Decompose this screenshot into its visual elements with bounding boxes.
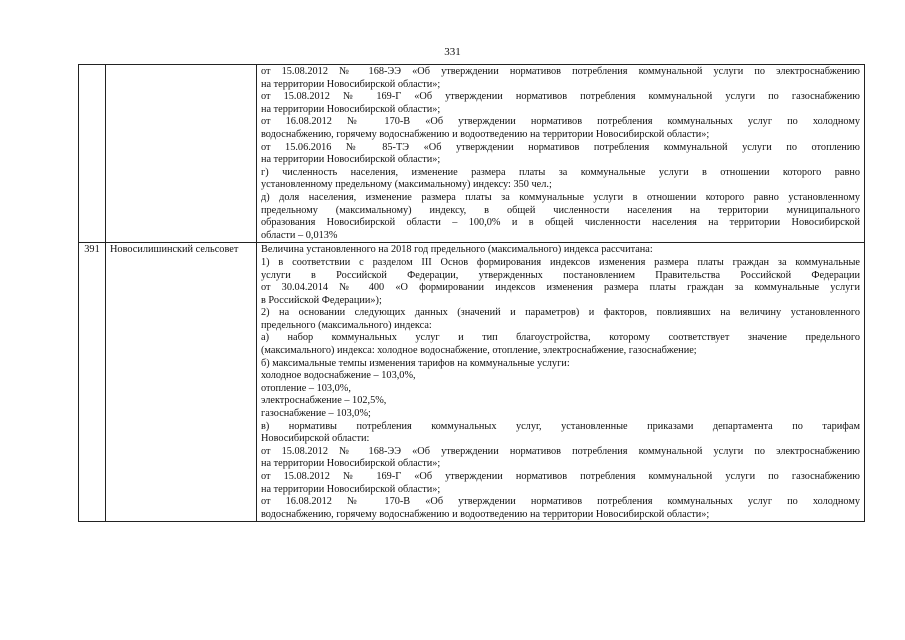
text-line: области – 0,013% [261, 229, 338, 241]
document-table [78, 64, 865, 522]
text-line: от 15.08.2012 № 169-Г «Об утверждении нормативов потребления коммунальной услуги по газоснабжению [261, 471, 860, 482]
text-line: на территории Новосибирской области»; [261, 103, 441, 115]
description-cell [257, 65, 865, 243]
text-line: 2) на основании следующих данных (значений и параметров) и факторов, повлиявших на величину установленного [261, 307, 860, 319]
text-line: от 16.08.2012 № 170-В «Об утверждении нормативов потребления коммунальных услуг по холодному [261, 496, 860, 508]
text-line: г) численность населения, изменение размера платы за коммунальные услуги в отношении которого равно [261, 166, 860, 178]
text-line: газоснабжение – 103,0%; [261, 408, 371, 420]
text-line: от 15.08.2012 № 169-Г «Об утверждении нормативов потребления коммунальной услуги по газоснабжению [261, 91, 860, 103]
text-line: установленному предельному (максимальному) индексу: 350 чел.; [261, 179, 552, 191]
text-line: водоснабжению, горячему водоснабжению и водоотведению на территории Новосибирской области»; [261, 128, 710, 140]
text-line: от 30.04.2014 № 400 «О формировании индексов изменения размера платы граждан за коммунальные услуги [261, 282, 860, 294]
text-line: Новосибирской области: [261, 433, 370, 445]
text-line: на территории Новосибирской области»; [261, 458, 441, 470]
document-table-body [79, 65, 865, 522]
text-line: (максимального) индекса: холодное водоснабжение, отопление, электроснабжение, газоснабжение; [261, 345, 697, 357]
text-line: Величина установленного на 2018 год предельного (максимального) индекса рассчитана: [261, 244, 653, 256]
description-cell [257, 243, 865, 522]
text-line: водоснабжению, горячему водоснабжению и водоотведению на территории Новосибирской области»; [261, 508, 710, 520]
page-number: 331 [444, 46, 461, 58]
text-line: от 15.08.2012 № 168-ЭЭ «Об утверждении нормативов потребления коммунальной услуги по электроснабжению [261, 445, 860, 457]
text-line: от 15.06.2016 № 85-ТЭ «Об утверждении нормативов потребления коммунальной услуги по отоплению [261, 141, 860, 153]
text-line: а) набор коммунальных услуг и тип благоустройства, которому соответствует значение предельного [261, 332, 860, 344]
text-line: в Российской Федерации»); [261, 294, 382, 306]
text-line: д) доля населения, изменение размера платы за коммунальные услуги в отношении которого равно установленному [261, 191, 860, 203]
text-line: б) максимальные темпы изменения тарифов на коммунальные услуги: [261, 357, 570, 369]
text-line: на территории Новосибирской области»; [261, 154, 441, 166]
municipality-name-cell [106, 65, 257, 243]
text-line: образования Новосибирской области – 100,0% и в общей численности населения на территории Новосибирской [261, 217, 860, 229]
text-line: от 16.08.2012 № 170-В «Об утверждении нормативов потребления коммунальных услуг по холодному [261, 116, 860, 128]
table-row [79, 65, 865, 243]
text-line: в) нормативы потребления коммунальных услуг, установленные приказами департамента по тарифам [261, 420, 860, 432]
text-line: холодное водоснабжение – 103,0%, [261, 370, 416, 382]
row-number-cell [79, 65, 106, 243]
text-line: 1) в соответствии с разделом III Основ формирования индексов изменения размера платы граждан за коммунальные [261, 256, 860, 268]
text-line: на территории Новосибирской области»; [261, 78, 441, 90]
text-line: предельному (максимальному) индексу, в общей численности населения на территории муниципального [261, 204, 860, 216]
text-line: услуги в Российской Федерации, утвержденных постановлением Правительства Российской Федерации [261, 269, 860, 281]
row-number-cell: 391 [79, 243, 106, 522]
text-line: от 15.08.2012 № 168-ЭЭ «Об утверждении нормативов потребления коммунальной услуги по электроснабжению [261, 66, 860, 77]
table-row [79, 243, 865, 522]
text-line: электроснабжение – 102,5%, [261, 395, 387, 407]
text-line: предельного (максимального) индекса: [261, 319, 432, 331]
text-line: отопление – 103,0%, [261, 382, 351, 394]
municipality-name-cell: Новосилишинский сельсовет [106, 243, 257, 522]
text-line: на территории Новосибирской области»; [261, 483, 441, 495]
